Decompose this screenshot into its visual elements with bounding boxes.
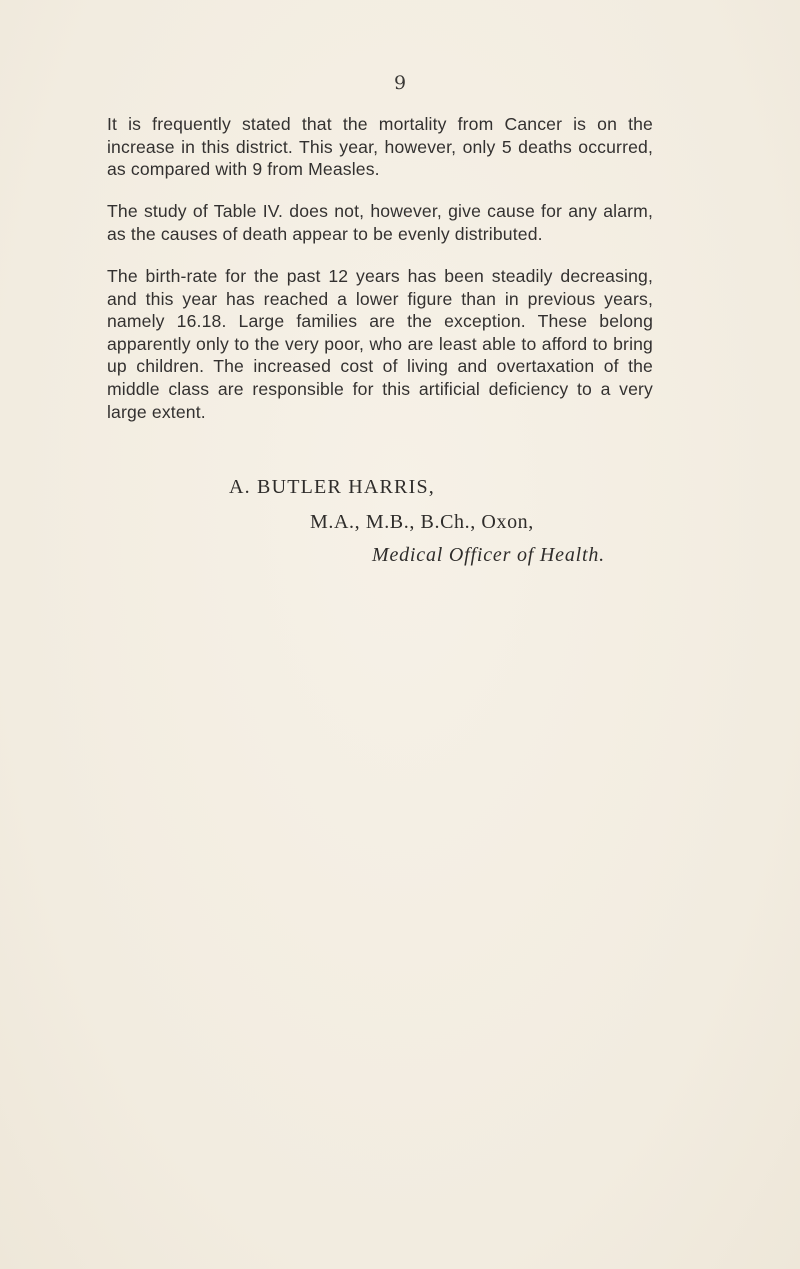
- paragraph-table-iv: The study of Table IV. does not, however, give cause for any alarm, as the causes of death appear to be evenly distributed.: [107, 201, 653, 244]
- page-number: 9: [393, 72, 407, 94]
- signatory-name: A. BUTLER HARRIS,: [229, 476, 435, 498]
- paragraph-cancer-mortality: It is frequently stated that the mortality from Cancer is on the increase in this district. This year, however, only 5 deaths occurred, as compared with 9 from Measles.: [107, 114, 653, 180]
- signatory-qualifications: M.A., M.B., B.Ch., Oxon,: [310, 511, 534, 533]
- body-text: [107, 113, 653, 443]
- paragraph-birth-rate: The birth-rate for the past 12 years has been steadily decreasing, and this year has reached a lower figure than in previous years, namely 16.18. Large families are the exception. These belong apparently only to the very poor, who are least able to afford to bring up children. The increased cost of living and overtaxation of the middle class are responsible for this artificial deficiency to a very large extent.: [107, 265, 653, 422]
- signatory-title: Medical Officer of Health.: [372, 544, 605, 566]
